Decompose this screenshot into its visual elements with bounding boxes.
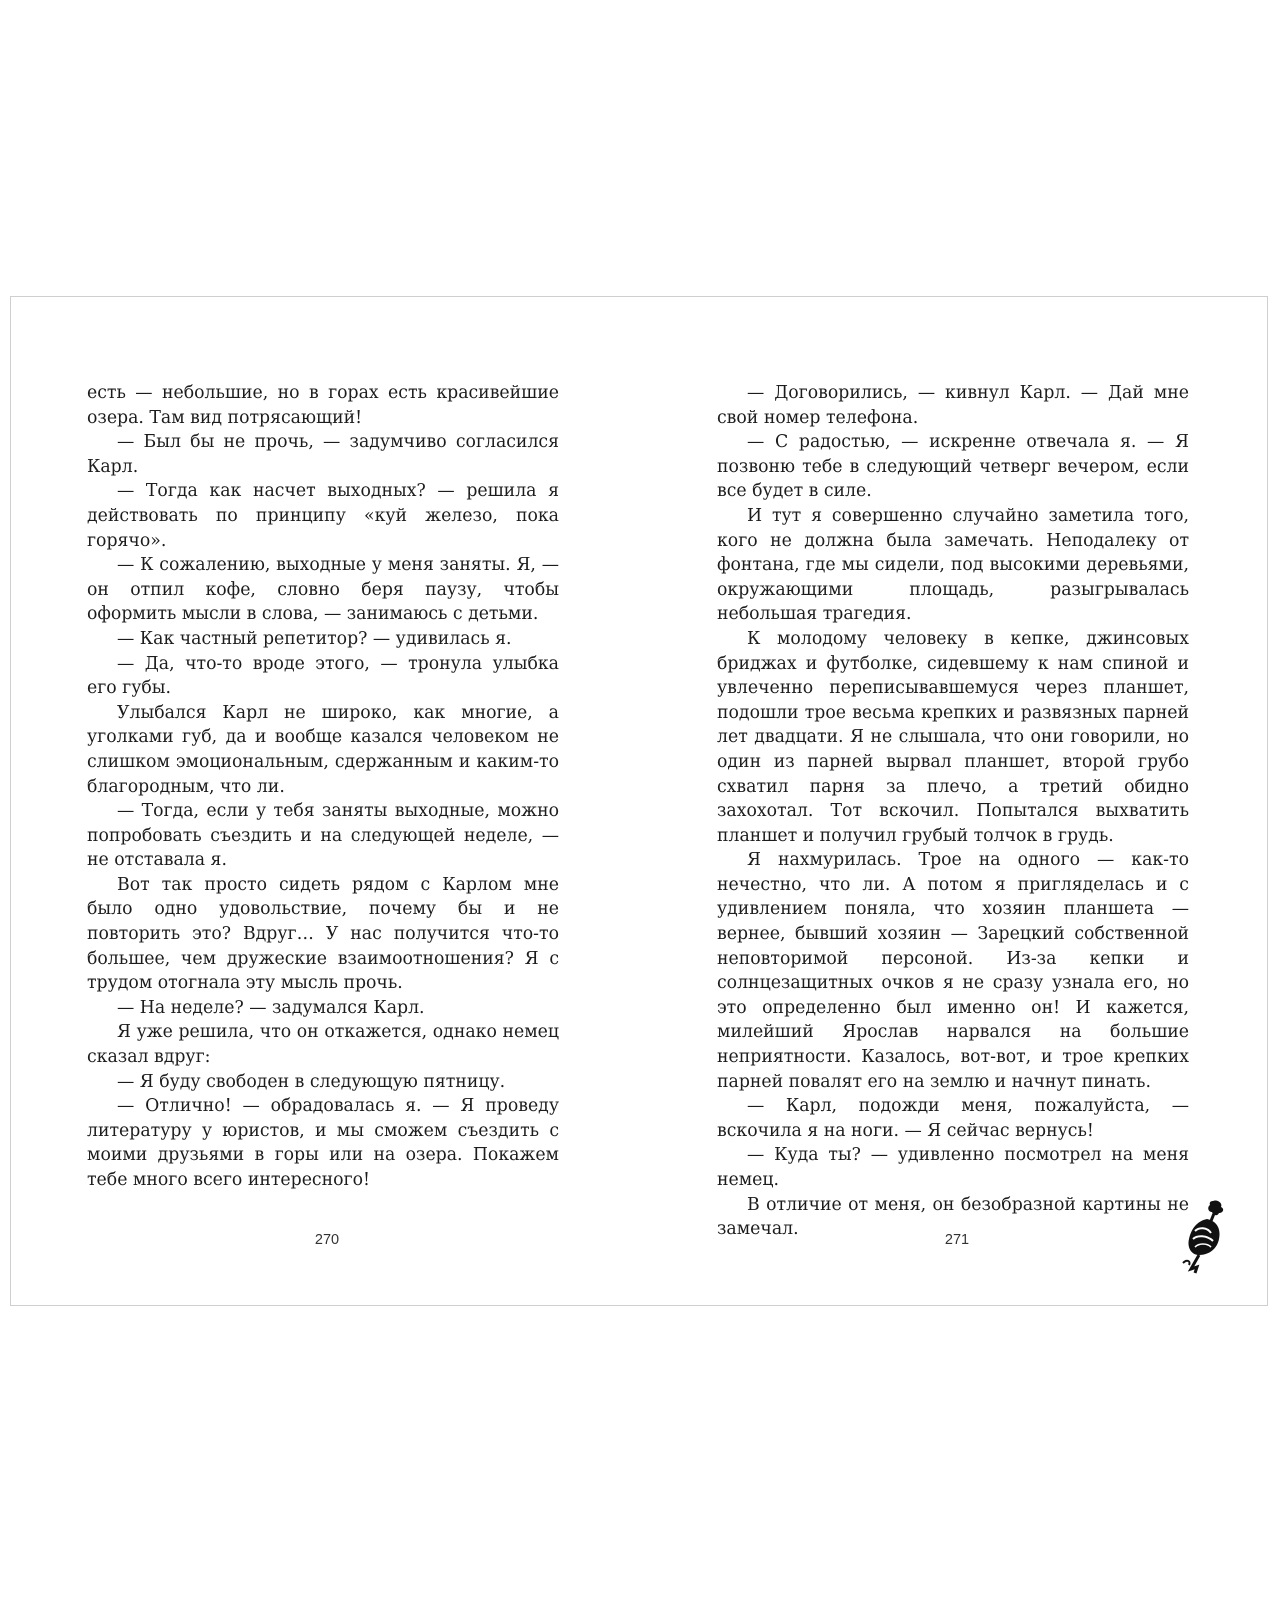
paragraph: Я нахмурилась. Трое на одного — как-то нечестно, что ли. А потом я пригляделась и с удивлением поняла, что хозяин планшета — вернее, бывший хозяин — Зарецкий собственной неповторимой персоной. Из-за кепки и солнцезащитных очков я не сразу узнала его, но это определенно был именно он! И кажется, милейший Ярослав нарвался на большие неприятности. Казалось, вот-вот, и трое крепких парней повалят его на землю и начнут пинать. — [717, 850, 1189, 1092]
paragraph: — К сожалению, выходные у меня заняты. Я, — он отпил кофе, словно беря паузу, чтобы оформить мысли в слова, — занимаюсь с детьми. — [87, 555, 559, 625]
paragraph: — Отлично! — обрадовалась я. — Я проведу литературу у юристов, и мы сможем съездить с моими друзьями в горы или на озера. Покажем тебе много всего интересного! — [87, 1096, 559, 1190]
paragraph: — Тогда, если у тебя заняты выходные, можно попробовать съездить и на следующей неделе, — не отставала я. — [87, 801, 559, 871]
paragraph: — С радостью, — искренне отвечала я. — Я позвоню тебе в следующий четверг вечером, если все будет в силе. — [717, 432, 1189, 502]
paragraph: Улыбался Карл не широко, как многие, а уголками губ, да и вообще казался человеком не слишком эмоциональным, сдержанным и каким-то благородным, что ли. — [87, 702, 559, 797]
paragraph: есть — небольшие, но в горах есть красивейшие озера. Там вид потрясающий! — [87, 383, 559, 428]
paragraph: — Карл, подожди меня, пожалуйста, — вскочила я на ноги. — Я сейчас вернусь! — [717, 1096, 1189, 1141]
paragraph: — Был бы не прочь, — задумчиво согласился Карл. — [87, 432, 559, 477]
ink-drawing-icon — [1177, 1197, 1233, 1275]
left-page-text — [87, 381, 559, 1193]
paragraph: Я уже решила, что он откажется, однако немец сказал вдруг: — [87, 1022, 559, 1068]
paragraph: — Куда ты? — удивленно посмотрел на меня немец. — [717, 1145, 1189, 1190]
paragraph: И тут я совершенно случайно заметила того, кого не должна была замечать. Неподалеку от фонтана, где мы сидели, под высокими деревьями, окружающими площадь, разыгрывалась небольшая трагедия. — [717, 505, 1189, 625]
paragraph: К молодому человеку в кепке, джинсовых бриджах и футболке, сидевшему к нам спиной и увлеченно переписывавшемуся через планшет, подошли трое весьма крепких и развязных парней лет двадцати. Я не слышала, что они говорили, но один из парней вырвал планшет, второй грубо схватил парня за плечо, а третий обидно захохотал. Тот вскочил. Попытался выхватить планшет и получил грубый толчок в грудь. — [717, 628, 1189, 846]
paragraph: — Тогда как насчет выходных? — решила я действовать по принципу «куй железо, пока горячо». — [87, 481, 559, 551]
page-number-left: 270 — [314, 1232, 340, 1248]
book-spread — [10, 296, 1268, 1306]
paragraph: В отличие от меня, он безобразной картины не замечал. — [717, 1194, 1189, 1240]
paragraph: Вот так просто сидеть рядом с Карлом мне было одно удовольствие, почему бы и не повторить это? Вдруг… У нас получится что-то большее, чем дружеские взаимоотношения? Я с трудом отогнала эту мысль прочь. — [87, 874, 559, 994]
paragraph: — Да, что-то вроде этого, — тронула улыбка его губы. — [87, 653, 559, 699]
paragraph: — Я буду свободен в следующую пятницу. — [117, 1071, 506, 1092]
page-number-right: 271 — [944, 1232, 970, 1248]
paragraph: — На неделе? — задумался Карл. — [117, 997, 425, 1018]
paragraph: — Договорились, — кивнул Карл. — Дай мне свой номер телефона. — [717, 383, 1189, 428]
paragraph: — Как частный репетитор? — удивилась я. — [117, 628, 512, 649]
right-page-text — [717, 381, 1189, 1242]
